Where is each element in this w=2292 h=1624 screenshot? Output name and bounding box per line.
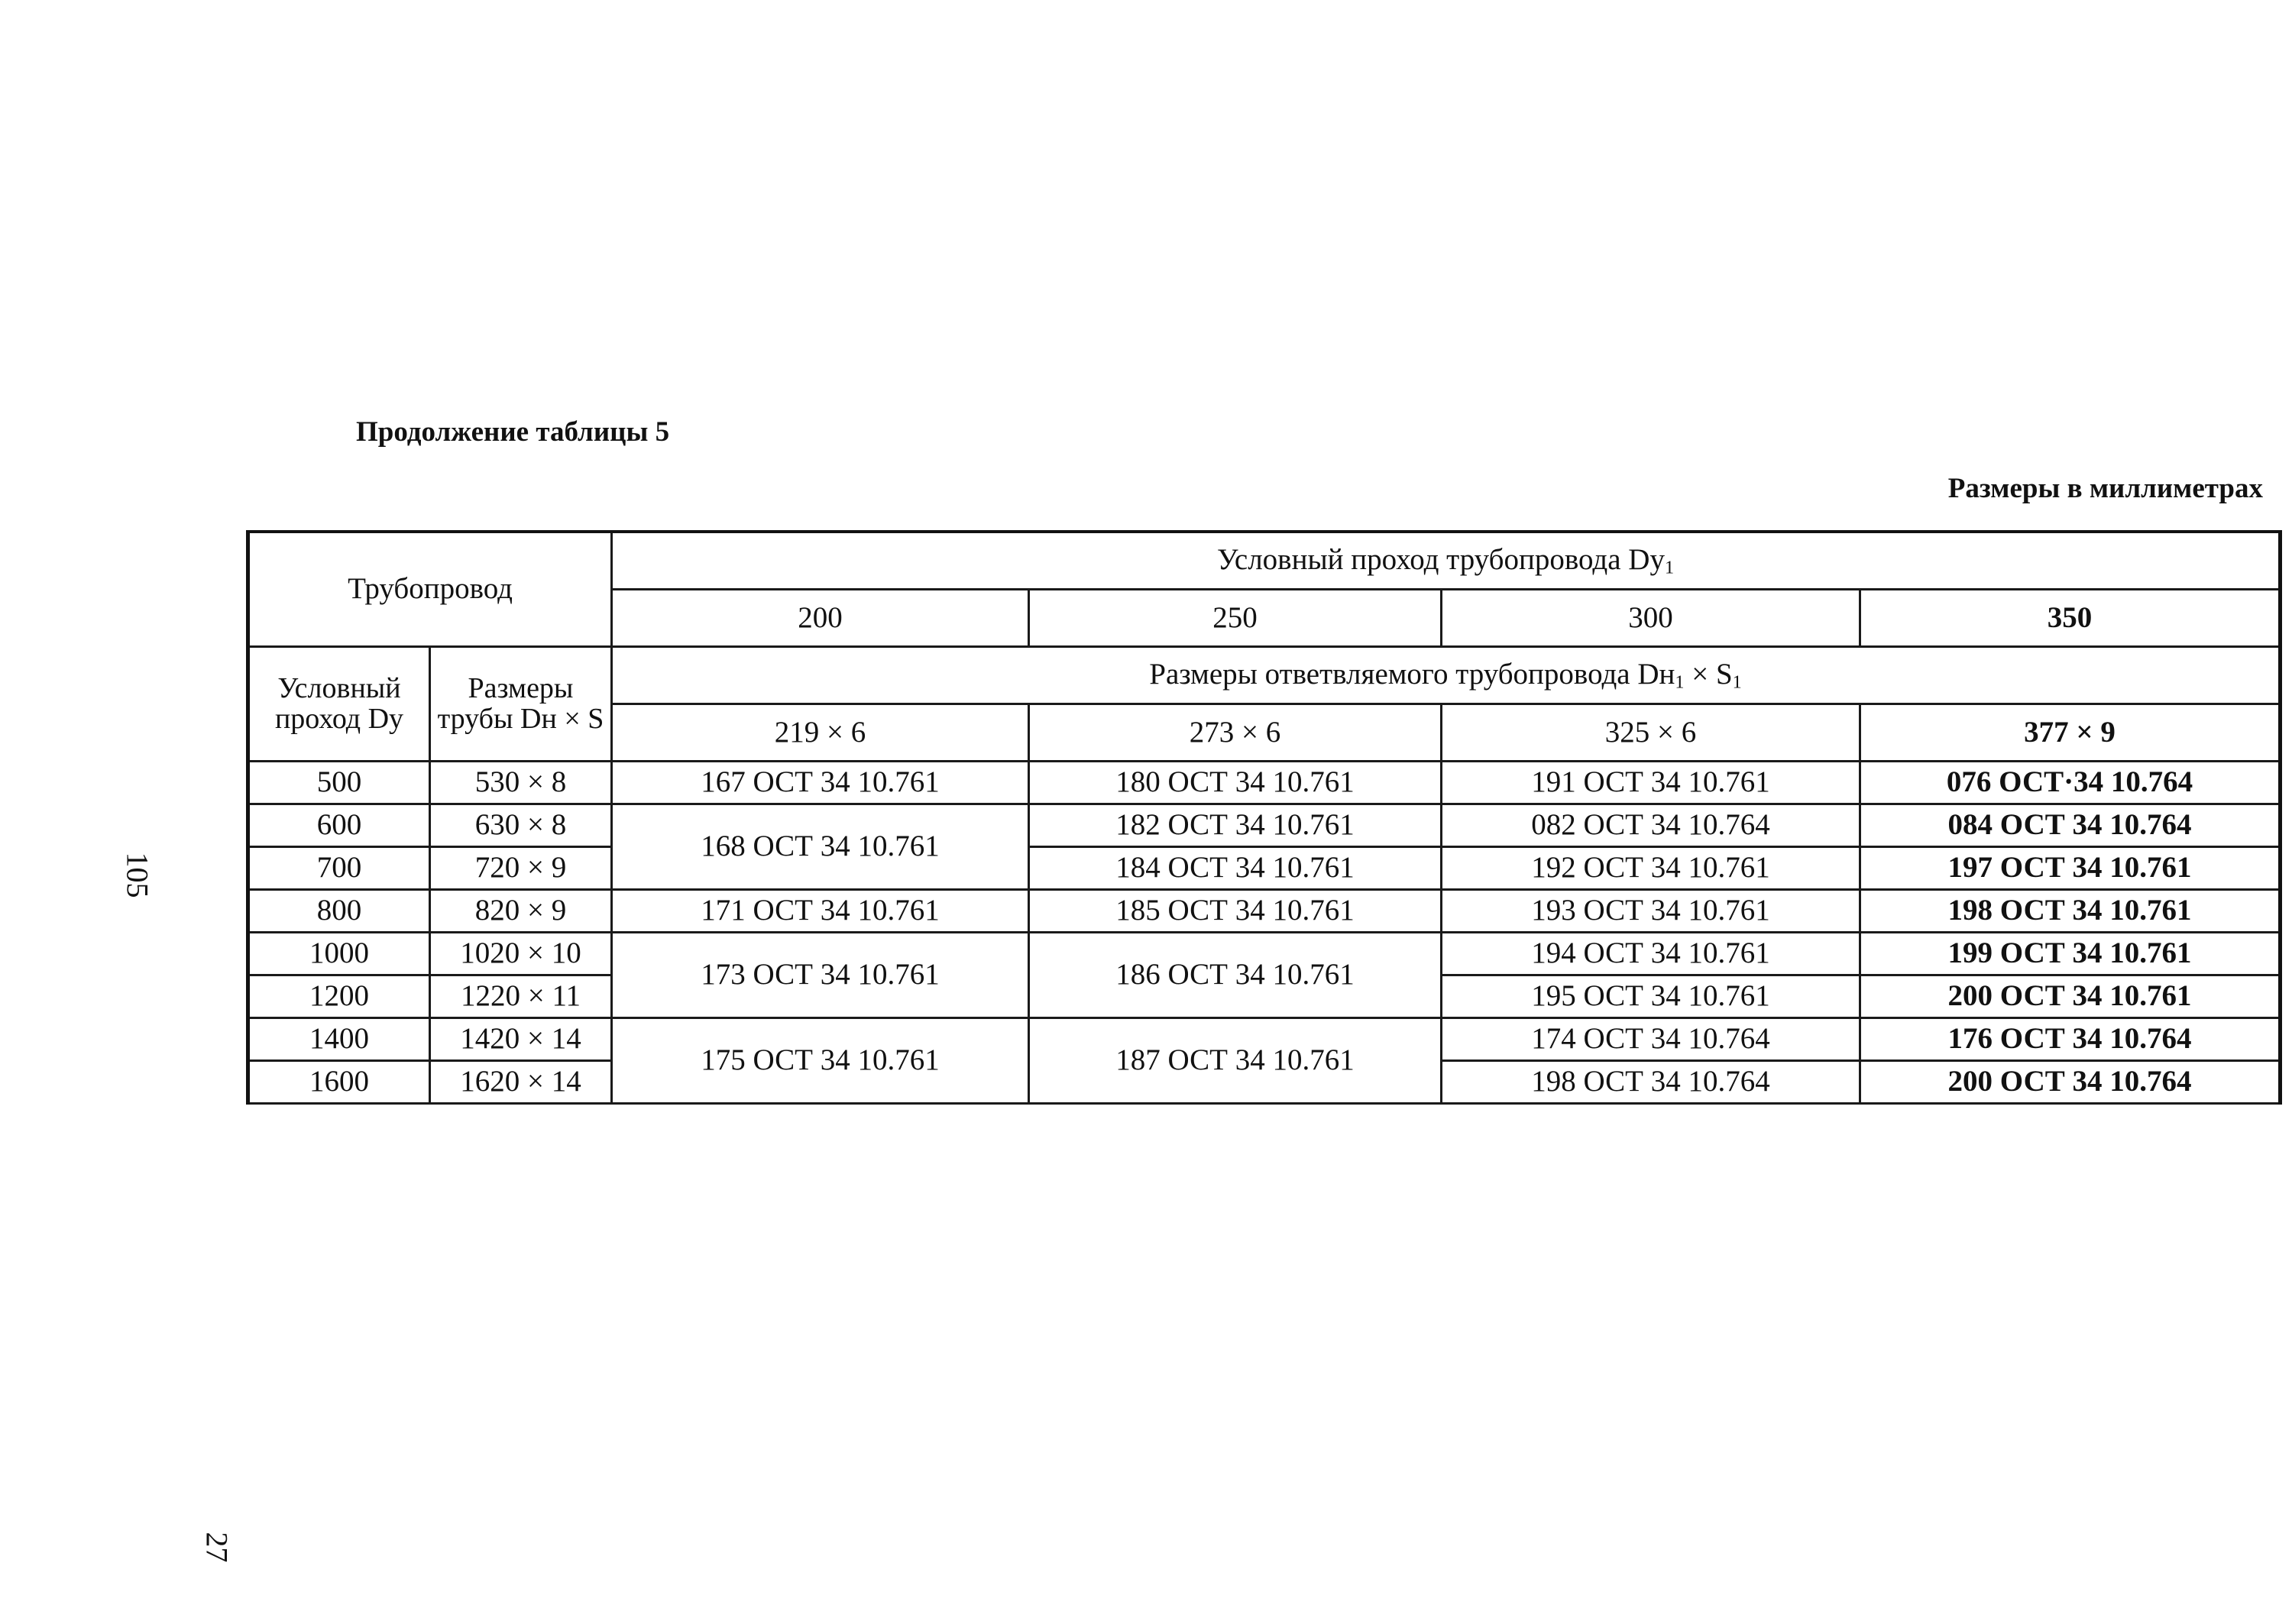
pipe-size-cell: 1620 × 14 <box>430 1061 612 1104</box>
fitting-cell-250: 186 ОСТ 34 10.761 <box>1029 933 1442 1018</box>
page-number-bottom: 27 <box>199 1532 235 1563</box>
branch-size-219: 219 × 6 <box>612 704 1029 762</box>
fitting-cell-200: 173 ОСТ 34 10.761 <box>612 933 1029 1018</box>
fitting-cell-250: 185 ОСТ 34 10.761 <box>1029 890 1442 933</box>
pipeline-header: Трубопровод <box>248 532 612 647</box>
pipe-size-cell: 1220 × 11 <box>430 975 612 1018</box>
branch-group-label: Размеры ответвляемого трубопровода Dн <box>1149 657 1675 691</box>
fitting-cell-350: 198 ОСТ 34 10.761 <box>1860 890 2281 933</box>
pipe-size-cell: 720 × 9 <box>430 847 612 890</box>
table-caption: Продолжение таблицы 5 <box>356 416 670 448</box>
branch-group-mid: × S <box>1684 657 1733 691</box>
fitting-cell-250: 184 ОСТ 34 10.761 <box>1029 847 1442 890</box>
fitting-cell-200: 167 ОСТ 34 10.761 <box>612 762 1029 804</box>
dy-cell: 500 <box>248 762 430 804</box>
fitting-cell-350: 176 ОСТ 34 10.764 <box>1860 1018 2281 1061</box>
table-row <box>248 933 2281 975</box>
fitting-cell-350: 076 ОСТ·34 10.764 <box>1860 762 2281 804</box>
nominal-bore-group-sub: 1 <box>1664 556 1675 577</box>
table-row <box>248 762 2281 804</box>
header-row-1 <box>248 532 2281 590</box>
branch-size-377: 377 × 9 <box>1860 704 2281 762</box>
table-row <box>248 847 2281 890</box>
units-note: Размеры в миллиметрах <box>1947 473 2263 504</box>
branch-group-sub2: 1 <box>1732 671 1742 692</box>
dy-cell: 700 <box>248 847 430 890</box>
table-row <box>248 804 2281 847</box>
nominal-bore-group-header <box>612 532 2281 590</box>
fitting-cell-300: 195 ОСТ 34 10.761 <box>1442 975 1860 1018</box>
fitting-cell-350: 084 ОСТ 34 10.764 <box>1860 804 2281 847</box>
fitting-cell-300: 198 ОСТ 34 10.764 <box>1442 1061 1860 1104</box>
dy-cell: 800 <box>248 890 430 933</box>
nominal-bore-200: 200 <box>612 590 1029 647</box>
fitting-cell-250: 180 ОСТ 34 10.761 <box>1029 762 1442 804</box>
fitting-cell-300: 192 ОСТ 34 10.761 <box>1442 847 1860 890</box>
nominal-bore-350: 350 <box>1860 590 2281 647</box>
fitting-cell-250: 187 ОСТ 34 10.761 <box>1029 1018 1442 1104</box>
pipe-size-cell: 630 × 8 <box>430 804 612 847</box>
page-number-left: 105 <box>120 852 155 898</box>
fitting-cell-300: 082 ОСТ 34 10.764 <box>1442 804 1860 847</box>
fitting-cell-200: 171 ОСТ 34 10.761 <box>612 890 1029 933</box>
pipe-size-cell: 530 × 8 <box>430 762 612 804</box>
branch-size-325: 325 × 6 <box>1442 704 1860 762</box>
fitting-cell-350: 197 ОСТ 34 10.761 <box>1860 847 2281 890</box>
fitting-cell-300: 174 ОСТ 34 10.764 <box>1442 1018 1860 1061</box>
pipe-size-column-header: Размеры трубы Dн × S <box>430 647 612 762</box>
header-row-3 <box>248 647 2281 704</box>
table-row <box>248 890 2281 933</box>
dy-cell: 1400 <box>248 1018 430 1061</box>
pipe-size-cell: 1020 × 10 <box>430 933 612 975</box>
nominal-bore-group-label: Условный проход трубопровода Dy <box>1216 542 1665 576</box>
nominal-bore-300: 300 <box>1442 590 1860 647</box>
fitting-cell-200: 175 ОСТ 34 10.761 <box>612 1018 1029 1104</box>
nominal-bore-250: 250 <box>1029 590 1442 647</box>
specification-table <box>246 530 2282 1105</box>
fitting-cell-200: 168 ОСТ 34 10.761 <box>612 804 1029 890</box>
fitting-cell-350: 199 ОСТ 34 10.761 <box>1860 933 2281 975</box>
fitting-cell-300: 191 ОСТ 34 10.761 <box>1442 762 1860 804</box>
dy-cell: 1200 <box>248 975 430 1018</box>
table-row <box>248 1018 2281 1061</box>
fitting-cell-300: 193 ОСТ 34 10.761 <box>1442 890 1860 933</box>
pipe-size-cell: 820 × 9 <box>430 890 612 933</box>
dy-cell: 600 <box>248 804 430 847</box>
pipe-size-cell: 1420 × 14 <box>430 1018 612 1061</box>
dy-cell: 1000 <box>248 933 430 975</box>
fitting-cell-250: 182 ОСТ 34 10.761 <box>1029 804 1442 847</box>
fitting-cell-300: 194 ОСТ 34 10.761 <box>1442 933 1860 975</box>
dy-cell: 1600 <box>248 1061 430 1104</box>
branch-group-header <box>612 647 2281 704</box>
branch-group-sub1: 1 <box>1675 671 1685 692</box>
branch-size-273: 273 × 6 <box>1029 704 1442 762</box>
fitting-cell-350: 200 ОСТ 34 10.761 <box>1860 975 2281 1018</box>
dy-column-header: Условный проход Dy <box>248 647 430 762</box>
fitting-cell-350: 200 ОСТ 34 10.764 <box>1860 1061 2281 1104</box>
